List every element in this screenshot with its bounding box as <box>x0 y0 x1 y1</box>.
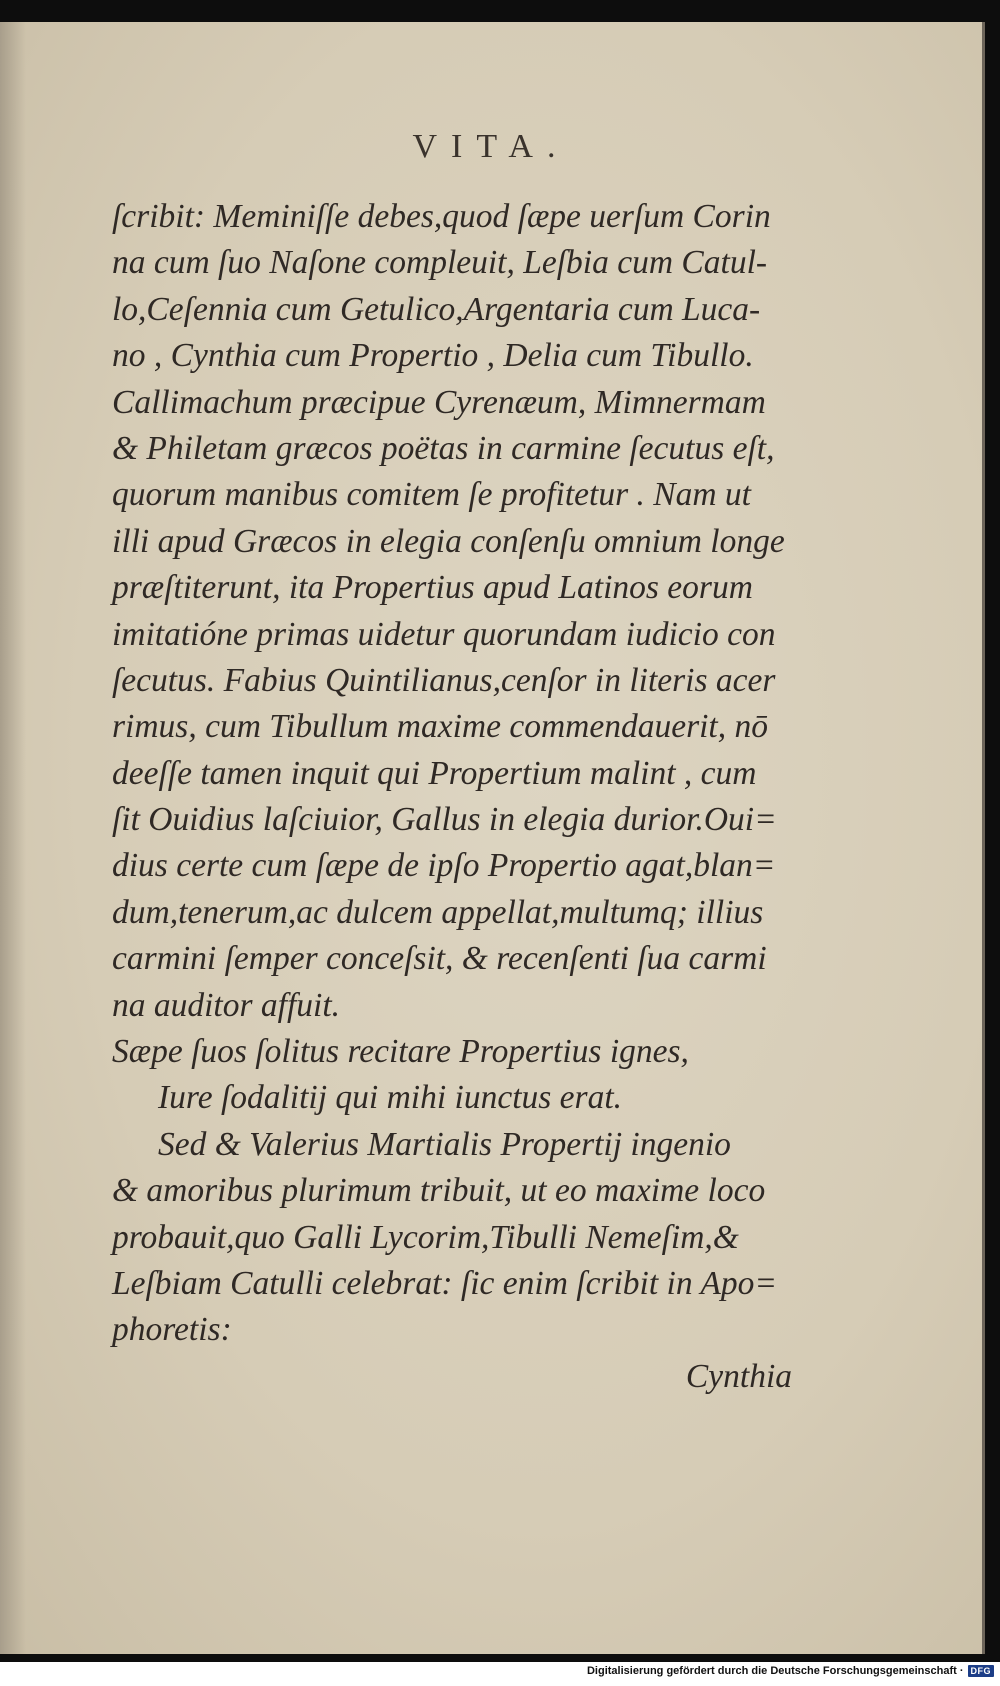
text-line: probauit,quo Galli Lycorim,Tibulli Nemeſim,& <box>112 1218 739 1256</box>
text-line: ſit Ouidius laſciuior, Gallus in elegia durior.Oui= <box>112 801 777 839</box>
text-line: na auditor affuit. <box>112 986 341 1024</box>
text-line: deeſſe tamen inquit qui Propertium malint , cum <box>112 754 757 792</box>
text-line: quorum manibus comitem ſe profitetur . Nam ut <box>112 476 751 514</box>
text-line: no , Cynthia cum Propertio , Delia cum Tibullo. <box>112 337 754 375</box>
text-line: præſtiterunt, ita Propertius apud Latinos eorum <box>112 569 753 607</box>
text-line: rimus, cum Tibullum maxime commendauerit, nō <box>112 708 768 746</box>
text-line: na cum ſuo Naſone compleuit, Leſbia cum Catul- <box>112 244 768 282</box>
text-line: phoretis: <box>112 1311 232 1349</box>
text-line: carmini ſemper conceſsit, & recenſenti ſua carmi <box>112 940 767 978</box>
book-page <box>0 22 985 1654</box>
text-line: imitatióne primas uidetur quorundam iudicio con <box>112 615 776 653</box>
body-text <box>112 194 792 1400</box>
funding-credit <box>587 1665 994 1677</box>
text-line: ſcribit: Meminiſſe debes,quod ſæpe uerſum Corin <box>112 198 771 235</box>
text-line: dius certe cum ſæpe de ipſo Propertio agat,blan= <box>112 847 776 885</box>
verse-line: Sæpe ſuos ſolitus recitare Propertius ignes, <box>112 1033 689 1071</box>
text-line: ſecutus. Fabius Quintilianus,cenſor in literis acer <box>112 661 776 699</box>
page-gutter-shadow <box>0 22 26 1654</box>
text-line: Sed & Valerius Martialis Propertij ingenio <box>158 1125 731 1163</box>
text-line: dum,tenerum,ac dulcem appellat,multumq; illius <box>112 893 764 931</box>
footer-strip <box>0 1662 1000 1686</box>
text-line: Callimachum præcipue Cyrenæum, Mimnermam <box>112 383 766 421</box>
verse-line: Iure ſodalitij qui mihi iunctus erat. <box>158 1079 623 1117</box>
dfg-logo: DFG <box>968 1665 995 1677</box>
text-line: illi apud Græcos in elegia conſenſu omnium longe <box>112 522 785 560</box>
funding-credit-text: Digitalisierung gefördert durch die Deutsche Forschungsgemeinschaft · <box>586 1665 964 1677</box>
text-line: Leſbiam Catulli celebrat: ſic enim ſcribit in Apo= <box>112 1264 777 1302</box>
catchword: Cynthia <box>685 1357 792 1395</box>
text-line: lo,Ceſennia cum Getulico,Argentaria cum Luca- <box>112 290 761 328</box>
running-head: VITA. <box>412 128 570 165</box>
text-line: & amoribus plurimum tribuit, ut eo maxime loco <box>112 1172 766 1210</box>
text-line: & Philetam græcos poëtas in carmine ſecutus eſt, <box>112 429 775 467</box>
